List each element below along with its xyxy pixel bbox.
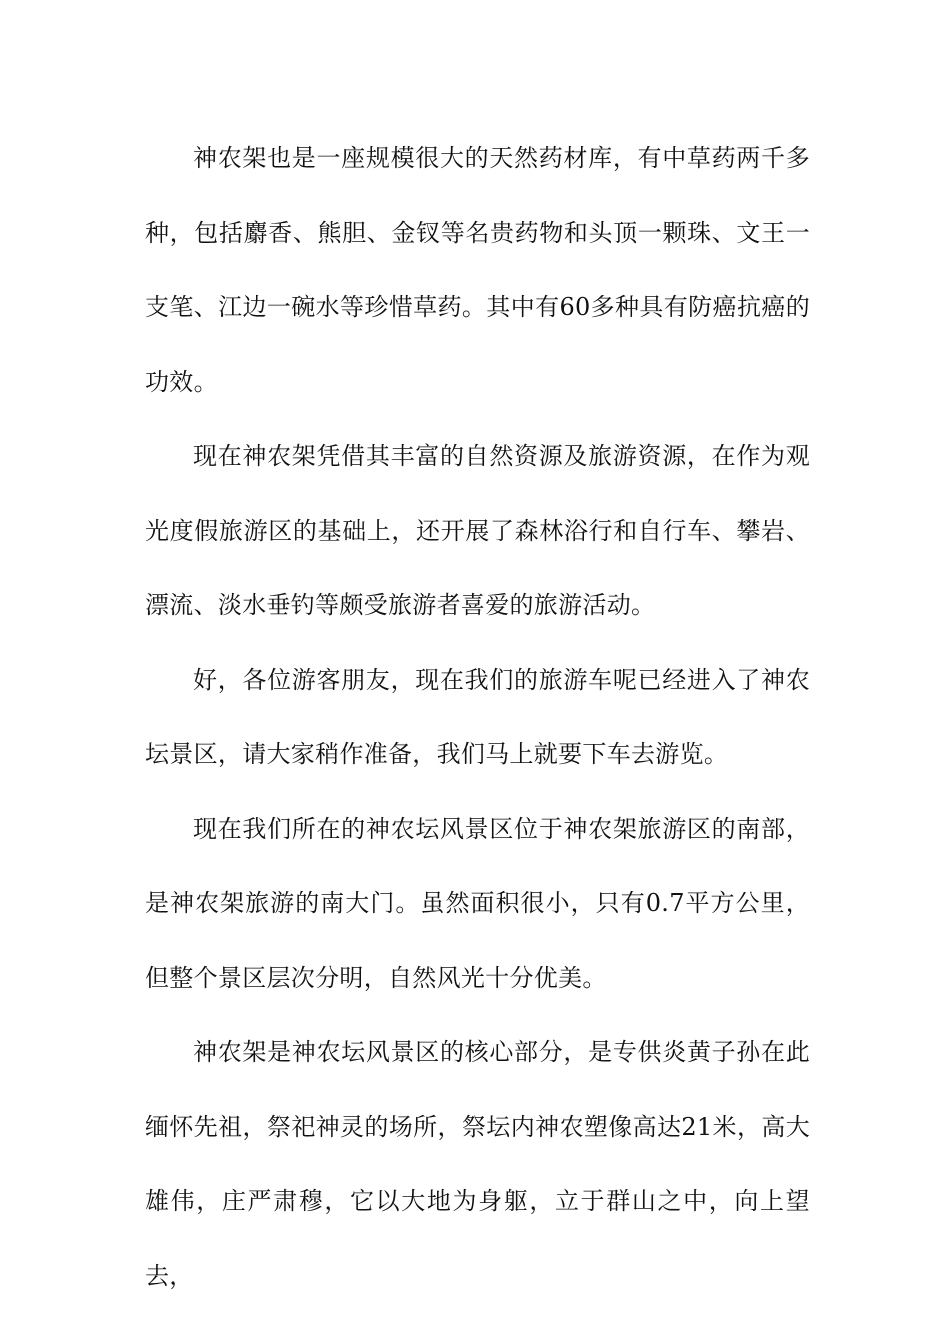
paragraph-medicinal-herbs: 神农架也是一座规模很大的天然药材库，有中草药两千多种，包括麝香、熊胆、金钗等名贵药物和头顶一颗珠、文王一支笔、江边一碗水等珍惜草药。其中有60多种具有防癌抗癌的功效。 [145, 144, 810, 396]
document-body [145, 121, 810, 1313]
paragraph-shennong-altar: 神农架是神农坛风景区的核心部分，是专供炎黄子孙在此缅怀先祖，祭祀神灵的场所，祭坛内神农塑像高达21米，高大雄伟，庄严肃穆，它以大地为身躯，立于群山之中，向上望去， [145, 1038, 810, 1290]
paragraph-arrival-notice: 好，各位游客朋友，现在我们的旅游车呢已经进入了神农坛景区，请大家稍作准备，我们马上就要下车去游览。 [145, 665, 810, 768]
paragraph-scenic-area-location: 现在我们所在的神农坛风景区位于神农架旅游区的南部，是神农架旅游的南大门。虽然面积很小，只有0.7平方公里，但整个景区层次分明，自然风光十分优美。 [145, 814, 810, 992]
paragraph-tourism-activities: 现在神农架凭借其丰富的自然资源及旅游资源，在作为观光度假旅游区的基础上，还开展了森林浴行和自行车、攀岩、漂流、淡水垂钓等颇受旅游者喜爱的旅游活动。 [145, 442, 810, 619]
